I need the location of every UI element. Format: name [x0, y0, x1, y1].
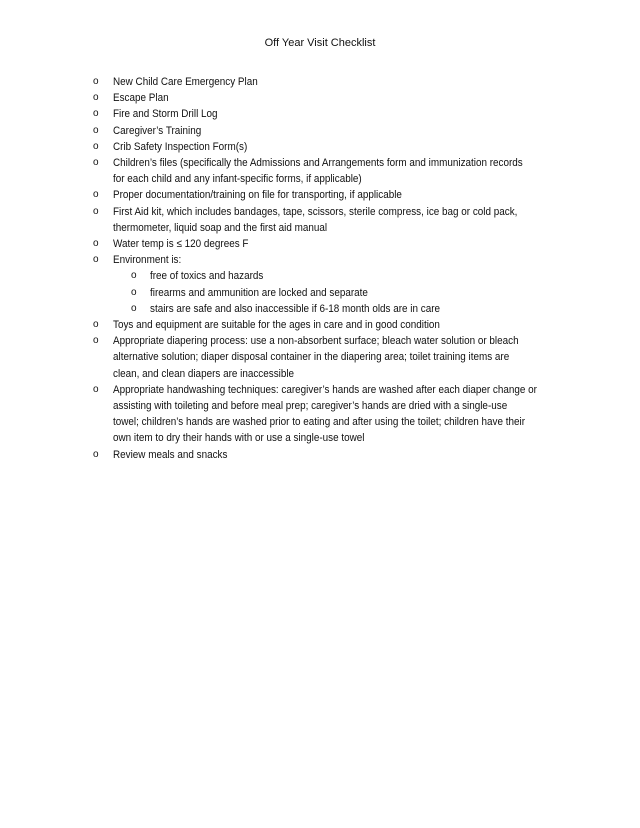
checklist-item-text: clean, and clean diapers are inaccessible — [113, 367, 295, 380]
checklist-item-text: Toys and equipment are suitable for the ages in care and in good condition — [113, 319, 440, 332]
checklist-item — [0, 187, 640, 203]
checklist-item-text: Children’s files (specifically the Admissions and Arrangements form and immunization records — [113, 157, 523, 170]
checklist-item-text: Environment is: — [113, 254, 182, 267]
checklist-item-text: towel; children’s hands are washed prior to eating and after using the toilet; children have their — [113, 416, 526, 429]
checklist-item — [0, 317, 640, 333]
checklist-item-text: for each child and any infant-specific forms, if applicable) — [113, 173, 362, 186]
checklist-item-text: stairs are safe and also inaccessible if 6-18 month olds are in care — [150, 302, 441, 315]
checklist-subitem — [0, 268, 640, 284]
page-title: Off Year Visit Checklist — [264, 37, 376, 49]
checklist-item-text: Crib Safety Inspection Form(s) — [113, 140, 248, 153]
checklist-subitem — [0, 301, 640, 317]
bullet-icon: o — [93, 383, 99, 395]
checklist-item-text: own item to dry their hands with or use a single-use towel — [113, 432, 365, 445]
bullet-icon: o — [131, 270, 137, 282]
bullet-icon: o — [93, 205, 99, 217]
bullet-icon: o — [93, 319, 99, 331]
bullet-icon: o — [93, 448, 99, 460]
checklist — [0, 74, 640, 463]
checklist-item — [0, 106, 640, 122]
checklist-item-text: alternative solution; diaper disposal container in the diapering area; toilet training items are — [113, 351, 510, 364]
checklist-item — [0, 333, 640, 382]
checklist-item-text: Appropriate diapering process: use a non-absorbent surface; bleach water solution or bleach — [113, 335, 519, 348]
bullet-icon: o — [93, 238, 99, 250]
checklist-item — [0, 74, 640, 90]
bullet-icon: o — [93, 254, 99, 266]
checklist-item — [0, 155, 640, 187]
checklist-item-text: thermometer, liquid soap and the first aid manual — [113, 221, 328, 234]
bullet-icon: o — [131, 286, 137, 298]
bullet-icon: o — [93, 76, 99, 87]
bullet-icon: o — [93, 108, 99, 120]
checklist-item-text: assisting with toileting and before meal prep; caregiver’s hands are dried with a single-use — [113, 400, 508, 413]
checklist-item-text: free of toxics and hazards — [150, 270, 264, 283]
checklist-item — [0, 236, 640, 252]
checklist-item — [0, 447, 640, 463]
bullet-icon: o — [93, 92, 99, 104]
checklist-item — [0, 139, 640, 155]
checklist-item-text: Water temp is ≤ 120 degrees F — [113, 238, 249, 251]
checklist-item-text: Appropriate handwashing techniques: caregiver’s hands are washed after each diaper change or — [113, 383, 537, 396]
checklist-item-text: Caregiver’s Training — [113, 124, 202, 137]
checklist-item — [0, 382, 640, 447]
bullet-icon: o — [93, 157, 99, 169]
checklist-subitem — [0, 285, 640, 301]
checklist-item — [0, 252, 640, 268]
checklist-item-text: Escape Plan — [113, 92, 169, 105]
checklist-item — [0, 204, 640, 236]
bullet-icon: o — [93, 124, 99, 136]
checklist-item-text: Fire and Storm Drill Log — [113, 108, 218, 121]
checklist-item-text: Proper documentation/training on file for transporting, if applicable — [113, 189, 402, 202]
bullet-icon: o — [131, 302, 137, 314]
checklist-item — [0, 123, 640, 139]
checklist-item-text: Review meals and snacks — [113, 448, 228, 461]
checklist-item — [0, 90, 640, 106]
checklist-item-text: First Aid kit, which includes bandages, tape, scissors, sterile compress, ice bag or cold pack, — [113, 205, 518, 218]
bullet-icon: o — [93, 140, 99, 152]
bullet-icon: o — [93, 189, 99, 201]
bullet-icon: o — [93, 335, 99, 347]
checklist-item-text: firearms and ammunition are locked and separate — [150, 286, 368, 299]
checklist-item-text: New Child Care Emergency Plan — [113, 76, 258, 88]
